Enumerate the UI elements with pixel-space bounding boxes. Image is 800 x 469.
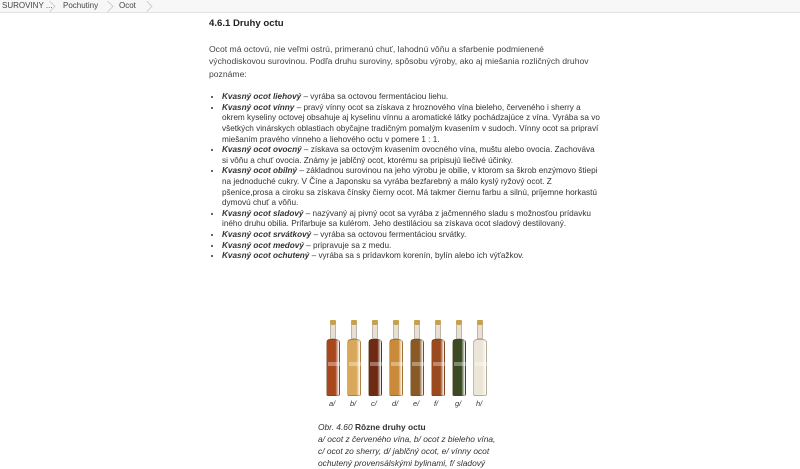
figure-caption: [318, 421, 498, 469]
article-content: [209, 12, 601, 262]
vinegar-type-description: – pripravuje sa z medu.: [303, 240, 392, 250]
bottle-letter-label: h/: [476, 399, 483, 408]
bottle-letter-label: f/: [434, 399, 439, 408]
vinegar-bottle: [410, 320, 424, 396]
vinegar-type-item: [222, 92, 601, 103]
bottle-letter-label: a/: [329, 399, 336, 408]
vinegar-type-item: [222, 230, 601, 241]
breadcrumb-separator: [143, 0, 151, 12]
caption-line: c/ ocot zo sherry, d/ jablčný ocot, e/ vínny ocot: [318, 446, 490, 456]
vinegar-type-name: Kvasný ocot ochutený: [222, 251, 310, 261]
breadcrumb-separator: [46, 0, 54, 12]
vinegar-bottle: [473, 320, 487, 396]
bottle-letter-label: b/: [350, 399, 357, 408]
vinegar-figure: [318, 318, 498, 469]
vinegar-type-item: [222, 166, 601, 208]
bottles-image: [318, 318, 488, 396]
vinegar-bottle: [389, 320, 403, 396]
vinegar-type-item: [222, 209, 601, 230]
vinegar-type-description: – vyrába sa octovou fermentáciou srvátky.: [311, 229, 467, 239]
caption-line: ochutený provensálskými bylinami, f/ sladový: [318, 458, 486, 468]
section-title: 4.6.1 Druhy octu: [209, 18, 284, 29]
breadcrumb-separator: [104, 0, 112, 12]
vinegar-bottle: [368, 320, 382, 396]
bottle-letter-label: c/: [371, 399, 377, 408]
vinegar-type-name: Kvasný ocot liehový: [222, 92, 302, 102]
bottle-letters: [318, 399, 488, 411]
vinegar-type-name: Kvasný ocot vínny: [222, 102, 295, 112]
vinegar-type-item: [222, 145, 601, 166]
vinegar-type-item: [222, 241, 601, 252]
vinegar-bottle: [326, 320, 340, 396]
vinegar-types-list: [209, 92, 601, 262]
breadcrumb-item-root[interactable]: SUROVINY ...: [2, 1, 53, 10]
vinegar-bottle: [431, 320, 445, 396]
bottle-letter-label: d/: [392, 399, 399, 408]
vinegar-type-description: – vyrába sa s prídavkom korenín, bylín alebo ich výťažkov.: [309, 251, 524, 261]
vinegar-type-description: – základnou surovinou na jeho výrobu je obilie, v ktorom sa škrob enzýmovo štiepi na jednoduché cukry. V Číne a Japonsku sa vyrába bezfarebný a málo kyslý ryžový ocot. Z pšenice,prosa a ciroku sa získava čínsky čierny ocot. Má takmer čiernu farbu a silnú, príjemne horkastú dymovú chuť a vôňu.: [222, 166, 598, 208]
vinegar-type-name: Kvasný ocot obilný: [222, 166, 298, 176]
caption-title: Rôzne druhy octu: [354, 422, 426, 432]
breadcrumb-item-pochutiny[interactable]: Pochutiny: [63, 1, 99, 10]
vinegar-bottle: [347, 320, 361, 396]
vinegar-type-item: [222, 251, 601, 262]
vinegar-bottle: [452, 320, 466, 396]
caption-line: a/ ocot z červeného vína, b/ ocot z bieleho vína,: [318, 434, 496, 444]
vinegar-type-item: [222, 103, 601, 145]
bottle-letter-label: e/: [413, 399, 420, 408]
vinegar-type-name: Kvasný ocot srvátkový: [222, 229, 312, 239]
vinegar-type-description: – pravý vínny ocot sa získava z hroznového vína bieleho, červeného i sherry a okrem kyseliny octovej obsahuje aj kyselinu vínnu a aromatické látky pochádzajúce z vína. Vyrába sa vo všetkých vinárskych oblastiach obyčajne tradičným pomalým kvasením v sudoch. Vínny ocot sa pripraví miešaním pravého vínneho a liehového octu v pomere 1 : 1.: [222, 102, 600, 144]
intro-paragraph: Ocot má octovú, nie veľmi ostrú, primeranú chuť, lahodnú vôňu a sfarbenie podmienené východiskovou surovinou. Podľa druhu suroviny, spôsobu výroby, ako aj miešania rozličných druhov poznáme:: [209, 44, 589, 79]
vinegar-type-description: – nazývaný aj pivný ocot sa vyrába z jačmenného sladu s možnosťou prídavku iného druhu obilia. Prifarbuje sa kulérom. Jeho destiláciou sa získava ocot sladový destilovaný.: [222, 208, 591, 229]
caption-prefix: Obr. 4.60: [318, 422, 355, 432]
vinegar-type-name: Kvasný ocot ovocný: [222, 145, 302, 155]
vinegar-type-description: – získava sa octovým kvasením ovocného vína, muštu alebo ovocia. Zachováva si vôňu a chuť ovocia. Známy je jablčný ocot, ktorému sa pripisujú liečivé účinky.: [222, 145, 595, 165]
bottle-letter-label: g/: [455, 399, 462, 408]
vinegar-type-name: Kvasný ocot medový: [222, 240, 304, 250]
vinegar-type-name: Kvasný ocot sladový: [222, 208, 304, 218]
vinegar-type-description: – vyrába sa octovou fermentáciou liehu.: [301, 92, 449, 102]
breadcrumb-item-ocot[interactable]: Ocot: [119, 1, 136, 10]
